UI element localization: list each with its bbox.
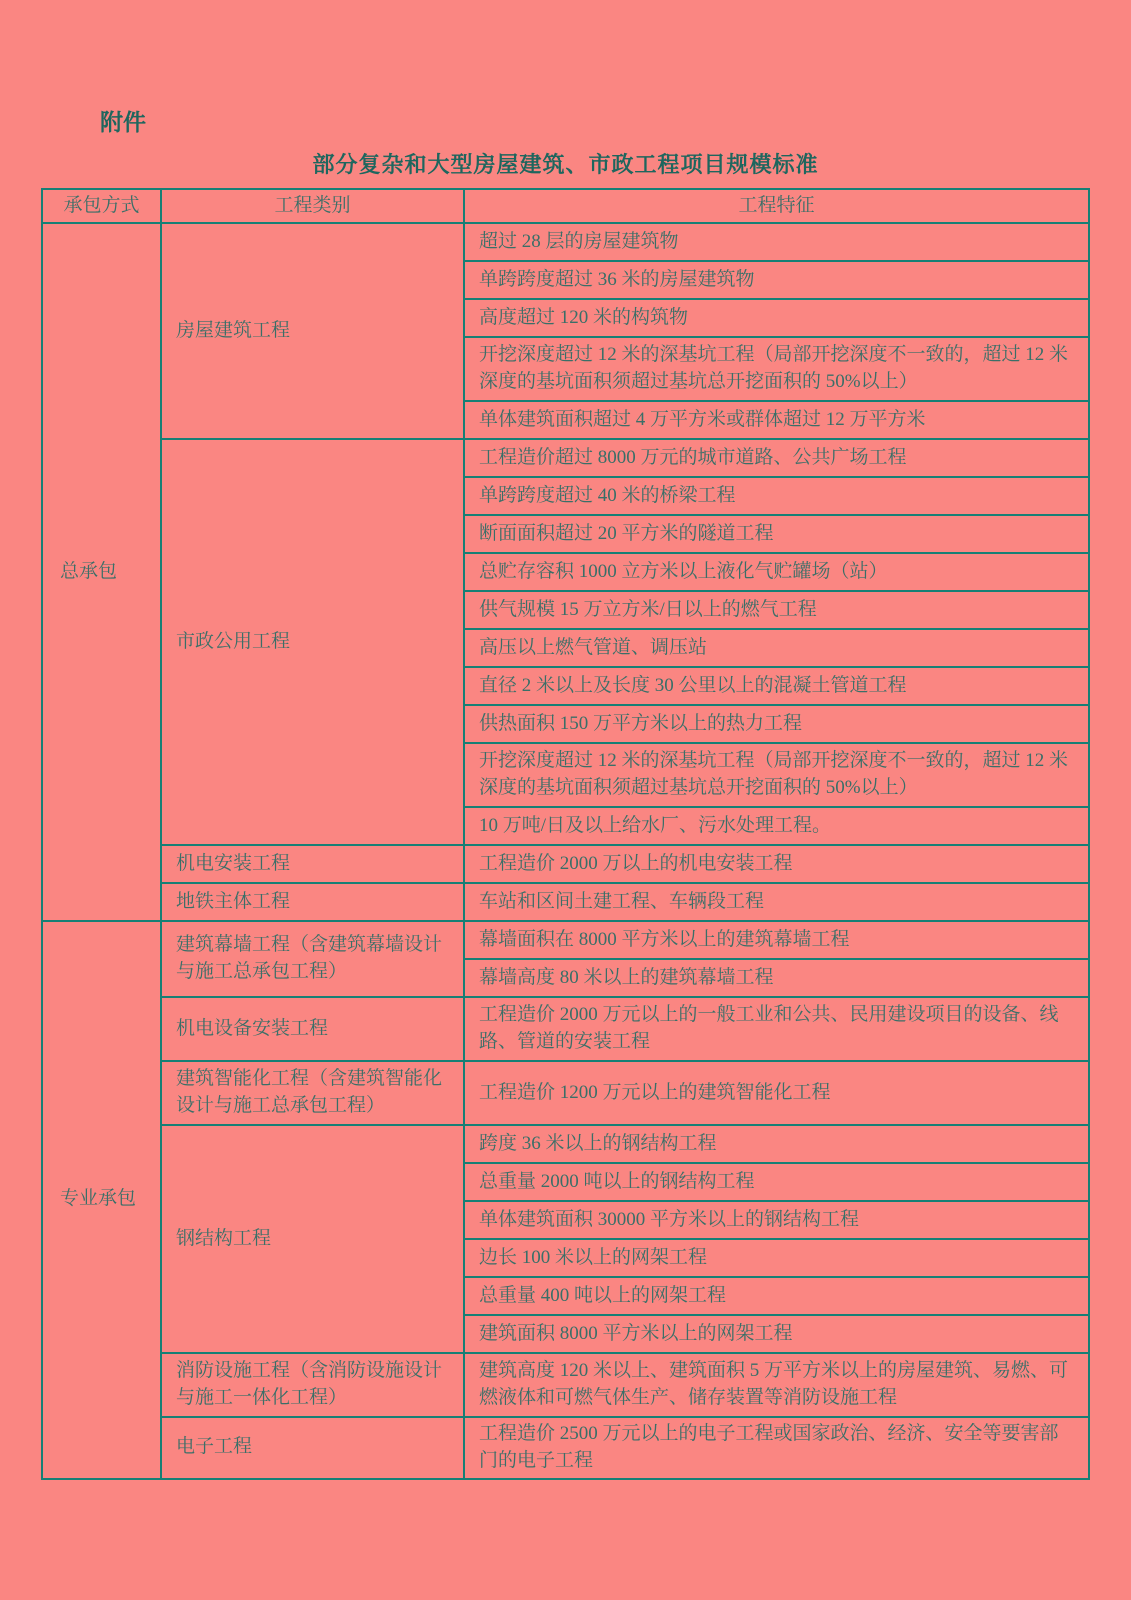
page-title: 部分复杂和大型房屋建筑、市政工程项目规模标准 [312, 152, 819, 177]
table-row [42, 439, 1089, 477]
feature-cell: 单跨跨度超过 36 米的房屋建筑物 [464, 261, 1089, 299]
table-row [42, 1125, 1089, 1163]
category-cell-curtain-wall: 建筑幕墙工程（含建筑幕墙设计与施工总承包工程） [161, 921, 464, 997]
attachment-label: 附件 [100, 109, 146, 135]
feature-cell: 总重量 2000 吨以上的钢结构工程 [464, 1163, 1089, 1201]
header-contracting-method: 承包方式 [42, 189, 161, 223]
feature-cell: 总贮存容积 1000 立方米以上液化气贮罐场（站） [464, 553, 1089, 591]
feature-cell: 直径 2 米以上及长度 30 公里以上的混凝土管道工程 [464, 667, 1089, 705]
category-cell-steel-structure: 钢结构工程 [161, 1125, 464, 1353]
feature-cell: 总重量 400 吨以上的网架工程 [464, 1277, 1089, 1315]
feature-cell: 建筑高度 120 米以上、建筑面积 5 万平方米以上的房屋建筑、易燃、可燃液体和可燃气体生产、储存装置等消防设施工程 [464, 1353, 1089, 1417]
feature-cell: 边长 100 米以上的网架工程 [464, 1239, 1089, 1277]
feature-cell: 供气规模 15 万立方米/日以上的燃气工程 [464, 591, 1089, 629]
category-cell-building-intelligence: 建筑智能化工程（含建筑智能化设计与施工总承包工程） [161, 1061, 464, 1125]
method-cell-general-contracting: 总承包 [42, 223, 161, 921]
table-row [42, 223, 1089, 261]
table-row [42, 921, 1089, 959]
feature-cell: 高度超过 120 米的构筑物 [464, 299, 1089, 337]
document-page [0, 104, 1131, 1600]
feature-cell: 开挖深度超过 12 米的深基坑工程（局部开挖深度不一致的，超过 12 米深度的基坑面积须超过基坑总开挖面积的 50%以上） [464, 743, 1089, 807]
feature-cell: 幕墙面积在 8000 平方米以上的建筑幕墙工程 [464, 921, 1089, 959]
feature-cell: 10 万吨/日及以上给水厂、污水处理工程。 [464, 807, 1089, 845]
feature-cell: 高压以上燃气管道、调压站 [464, 629, 1089, 667]
category-cell-equipment-installation: 机电设备安装工程 [161, 997, 464, 1061]
category-cell-municipal-public-works: 市政公用工程 [161, 439, 464, 845]
feature-cell: 工程造价超过 8000 万元的城市道路、公共广场工程 [464, 439, 1089, 477]
table-row [42, 883, 1089, 921]
header-project-feature: 工程特征 [464, 189, 1089, 223]
feature-cell: 供热面积 150 万平方米以上的热力工程 [464, 705, 1089, 743]
feature-cell: 车站和区间土建工程、车辆段工程 [464, 883, 1089, 921]
category-cell-housing-construction: 房屋建筑工程 [161, 223, 464, 439]
header-project-category: 工程类别 [161, 189, 464, 223]
feature-cell: 单体建筑面积超过 4 万平方米或群体超过 12 万平方米 [464, 401, 1089, 439]
table-row [42, 1417, 1089, 1479]
table-row [42, 997, 1089, 1061]
standards-table [41, 188, 1090, 1480]
feature-cell: 幕墙高度 80 米以上的建筑幕墙工程 [464, 959, 1089, 997]
category-cell-mechanical-electrical-installation: 机电安装工程 [161, 845, 464, 883]
feature-cell: 工程造价 2000 万元以上的一般工业和公共、民用建设项目的设备、线路、管道的安装工程 [464, 997, 1089, 1061]
table-row [42, 1061, 1089, 1125]
table-row [42, 845, 1089, 883]
table-row [42, 1353, 1089, 1417]
feature-cell: 建筑面积 8000 平方米以上的网架工程 [464, 1315, 1089, 1353]
method-cell-specialty-contracting: 专业承包 [42, 921, 161, 1479]
feature-cell: 开挖深度超过 12 米的深基坑工程（局部开挖深度不一致的，超过 12 米深度的基坑面积须超过基坑总开挖面积的 50%以上） [464, 337, 1089, 401]
feature-cell: 跨度 36 米以上的钢结构工程 [464, 1125, 1089, 1163]
category-cell-subway-main-structure: 地铁主体工程 [161, 883, 464, 921]
feature-cell: 单体建筑面积 30000 平方米以上的钢结构工程 [464, 1201, 1089, 1239]
feature-cell: 单跨跨度超过 40 米的桥梁工程 [464, 477, 1089, 515]
feature-cell: 工程造价 1200 万元以上的建筑智能化工程 [464, 1061, 1089, 1125]
category-cell-fire-facilities: 消防设施工程（含消防设施设计与施工一体化工程） [161, 1353, 464, 1417]
feature-cell: 工程造价 2500 万元以上的电子工程或国家政治、经济、安全等要害部门的电子工程 [464, 1417, 1089, 1479]
category-cell-electronic-engineering: 电子工程 [161, 1417, 464, 1479]
feature-cell: 断面面积超过 20 平方米的隧道工程 [464, 515, 1089, 553]
table-header-row [42, 189, 1089, 223]
feature-cell: 工程造价 2000 万以上的机电安装工程 [464, 845, 1089, 883]
feature-cell: 超过 28 层的房屋建筑物 [464, 223, 1089, 261]
